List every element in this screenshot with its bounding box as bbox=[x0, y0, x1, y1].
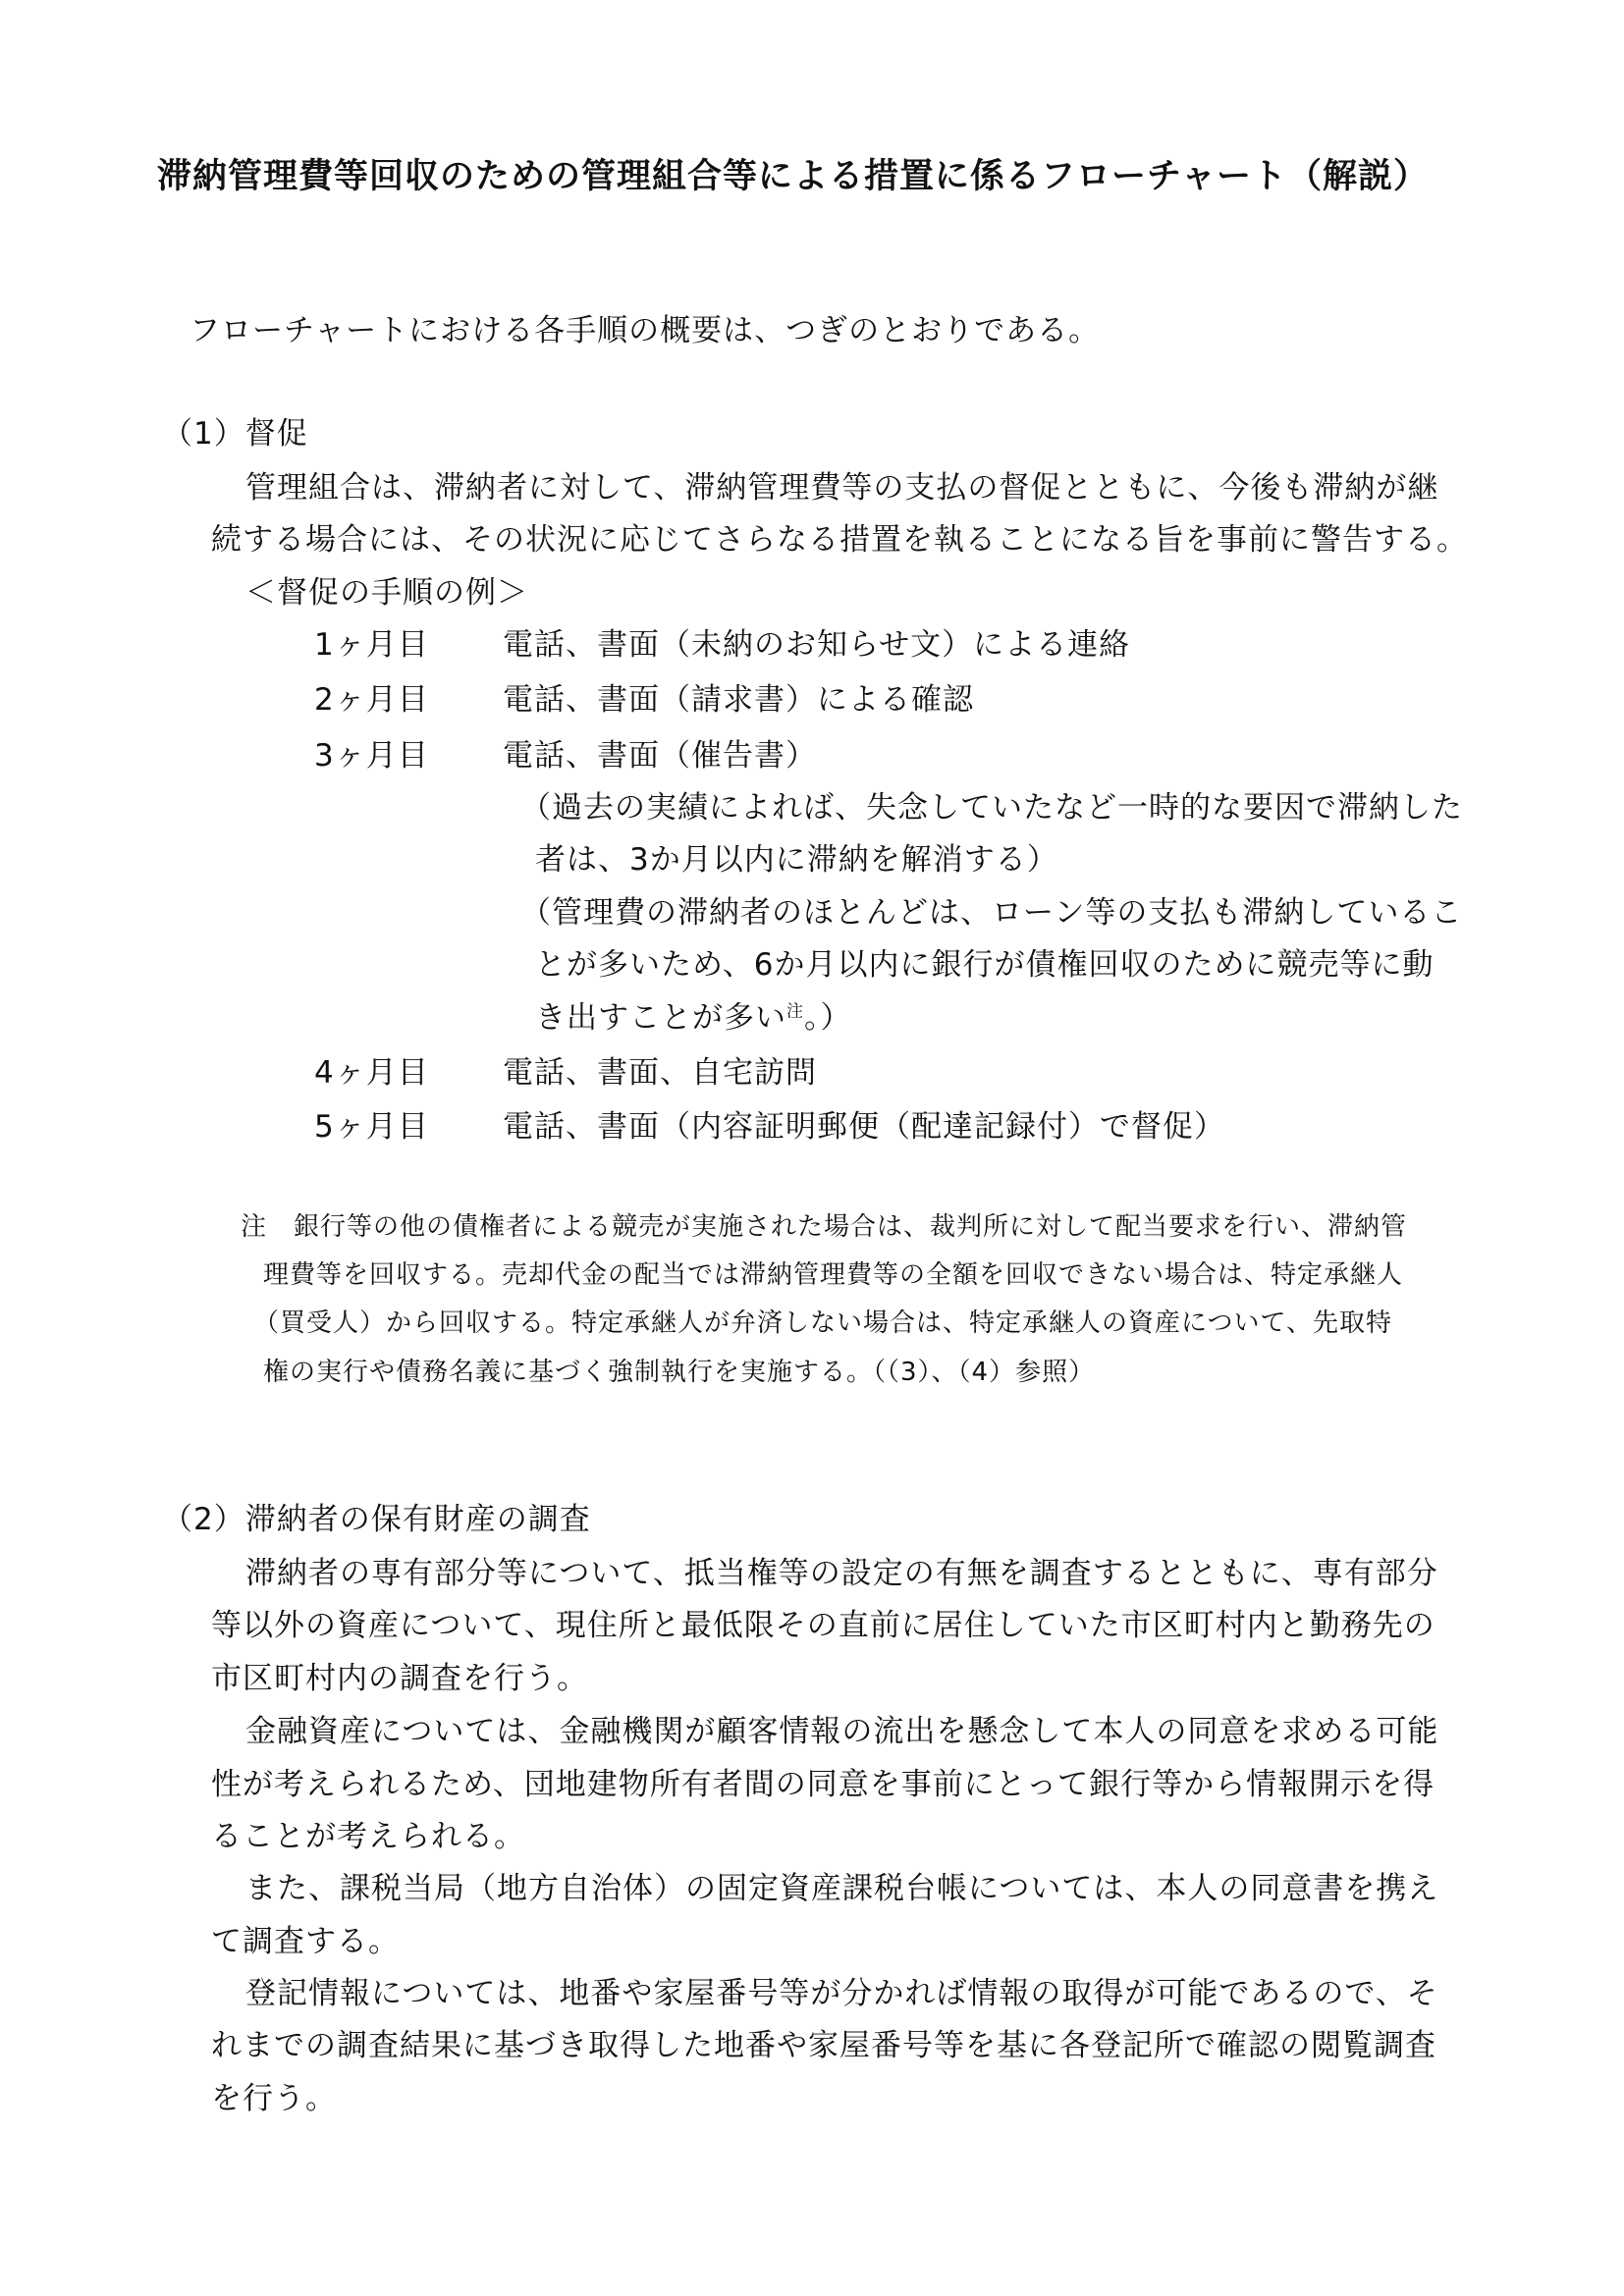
section2-line: れまでの調査結果に基づき取得した地番や家屋番号等を基に各登記所で確認の閲覧調査 bbox=[211, 2028, 1436, 2063]
step-text: 電話、書面、自宅訪問 bbox=[503, 1055, 817, 1091]
section2-line: て調査する。 bbox=[211, 1924, 400, 1959]
month3-note-text: 。） bbox=[804, 1000, 852, 1036]
section2-line: を行う。 bbox=[211, 2081, 337, 2116]
section2-line: 市区町村内の調査を行う。 bbox=[211, 1661, 588, 1696]
example-heading: ＜督促の手順の例＞ bbox=[245, 575, 528, 611]
step-text: 電話、書面（内容証明郵便（配達記録付）で督促） bbox=[503, 1109, 1225, 1145]
footnote-line: 理費等を回収する。売却代金の配当では滞納管理費等の全額を回収できない場合は、特定承継人 bbox=[263, 1260, 1404, 1290]
footnote-marker: 注 bbox=[786, 1001, 804, 1022]
step-text: 電話、書面（未納のお知らせ文）による連絡 bbox=[503, 627, 1131, 663]
section1-heading: （1）督促 bbox=[162, 416, 308, 452]
step-text: 電話、書面（催告書） bbox=[503, 738, 817, 774]
month3-note-line: （過去の実績によれば、失念していたなど一時的な要因で滞納した bbox=[520, 790, 1463, 826]
step-month: 3ヶ月目 bbox=[314, 738, 429, 774]
section1-para-line: 続する場合には、その状況に応じてさらなる措置を執ることになる旨を事前に警告する。 bbox=[211, 522, 1468, 558]
section2-line: ることが考えられる。 bbox=[211, 1819, 525, 1854]
section2-line: 滞納者の専有部分等について、抵当権等の設定の有無を調査するとともに、専有部分 bbox=[245, 1556, 1438, 1591]
step-month: 1ヶ月目 bbox=[314, 627, 429, 663]
page-title: 滞納管理費等回収のための管理組合等による措置に係るフローチャート（解説） bbox=[157, 157, 1429, 196]
footnote-line: 注 銀行等の他の債権者による競売が実施された場合は、裁判所に対して配当要求を行い、滞納管 bbox=[241, 1212, 1408, 1242]
intro-text: フローチャートにおける各手順の概要は、つぎのとおりである。 bbox=[189, 313, 1101, 348]
step-month: 4ヶ月目 bbox=[314, 1055, 429, 1091]
section2-line: 性が考えられるため、団地建物所有者間の同意を事前にとって銀行等から情報開示を得 bbox=[211, 1767, 1435, 1802]
section2-line: 登記情報については、地番や家屋番号等が分かれば情報の取得が可能であるので、そ bbox=[245, 1976, 1438, 2011]
section2-line: 等以外の資産について、現住所と最低限その直前に居住していた市区町村内と勤務先の bbox=[211, 1608, 1435, 1643]
month3-note-line: 者は、3か月以内に滞納を解消する） bbox=[535, 842, 1058, 878]
month3-note-line: （管理費の滞納者のほとんどは、ローン等の支払も滞納しているこ bbox=[520, 895, 1463, 931]
step-month: 2ヶ月目 bbox=[314, 682, 429, 718]
section1-para-line: 管理組合は、滞納者に対して、滞納管理費等の支払の督促とともに、今後も滞納が継 bbox=[245, 470, 1439, 506]
step-month: 5ヶ月目 bbox=[314, 1109, 429, 1145]
month3-note-text: き出すことが多い bbox=[535, 1000, 786, 1036]
step-text: 電話、書面（請求書）による確認 bbox=[503, 682, 974, 718]
footnote-line: 権の実行や債務名義に基づく強制執行を実施する。（（3）、（4）参照） bbox=[263, 1358, 1096, 1387]
month3-note-line: とが多いため、6か月以内に銀行が債権回収のために競売等に動 bbox=[535, 947, 1435, 983]
footnote-line: （買受人）から回収する。特定承継人が弁済しない場合は、特定承継人の資産について、先取特 bbox=[253, 1308, 1392, 1338]
section2-line: 金融資産については、金融機関が顧客情報の流出を懸念して本人の同意を求める可能 bbox=[245, 1714, 1439, 1749]
month3-note-line bbox=[535, 998, 852, 1038]
section2-heading: （2）滞納者の保有財産の調査 bbox=[162, 1502, 591, 1537]
section2-line: また、課税当局（地方自治体）の固定資産課税台帳については、本人の同意書を携え bbox=[245, 1871, 1439, 1906]
